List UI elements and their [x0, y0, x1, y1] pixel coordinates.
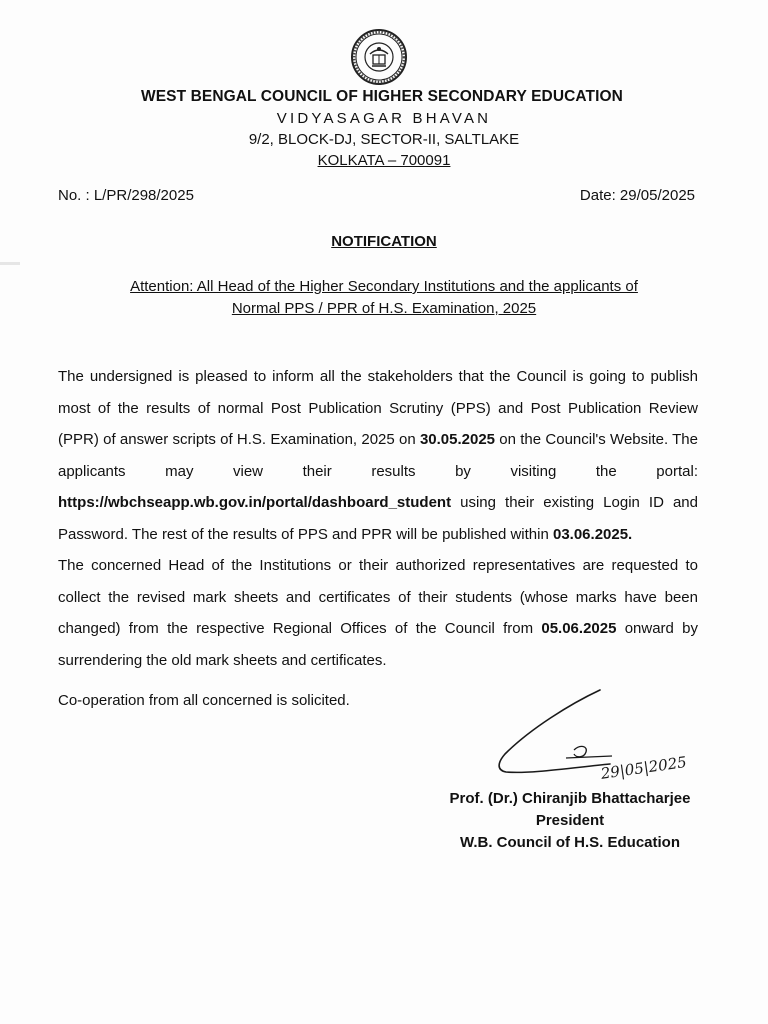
city-text: KOLKATA – 700091 — [317, 152, 451, 169]
address-line: 9/2, BLOCK-DJ, SECTOR-II, SALTLAKE — [248, 131, 520, 148]
signer-designation: President — [535, 812, 605, 829]
council-name: WEST BENGAL COUNCIL OF HIGHER SECONDARY EDUCATION — [141, 88, 623, 105]
bhavan-name: VIDYASAGAR BHAVAN — [276, 110, 492, 127]
p2-collect-date: 05.06.2025 — [541, 620, 617, 637]
signer-organization: W.B. Council of H.S. Education — [460, 834, 680, 851]
p1-publish-date: 30.05.2025 — [419, 431, 496, 448]
handwritten-signature — [490, 684, 730, 784]
p1-text-c: using their existing Login ID and Password. The rest of the results of PPS and PPR will be published within — [58, 494, 698, 543]
p1-final-date: 03.06.2025. — [552, 525, 633, 543]
reference-number: No. : L/PR/298/2025 — [58, 187, 194, 204]
issue-date: Date: 29/05/2025 — [579, 187, 695, 204]
attention-block — [0, 276, 768, 320]
attention-line-1: Attention: All Head of the Higher Secondary Institutions and the applicants of — [130, 278, 638, 295]
p2-text-a: The concerned Head of the Institutions or their authorized representatives are requested to collect the revised mark sheets and certificates of their students (whose marks have been changed) from the respective Regional Offices of the Council from — [58, 557, 698, 637]
paragraph-results — [58, 361, 698, 550]
portal-url: https://wbchseapp.wb.gov.in/portal/dashboard_student — [58, 494, 452, 511]
paragraph-marksheets — [58, 550, 698, 676]
p2-text-b: onward by surrendering the old mark sheets and certificates. — [58, 620, 698, 669]
scan-artifact — [0, 262, 20, 265]
city-line — [0, 152, 768, 169]
handwritten-date: 29|05|2025 — [599, 752, 688, 783]
council-emblem-icon — [350, 28, 408, 86]
paragraph-cooperation: Co-operation from all concerned is solicited. — [58, 692, 350, 709]
signer-name: Prof. (Dr.) Chiranjib Bhattacharjee — [449, 790, 691, 807]
notification-title-text: NOTIFICATION — [331, 233, 437, 250]
attention-line-2: Normal PPS / PPR of H.S. Examination, 2025 — [231, 300, 537, 317]
p1-text-b: on the Council's Website. The applicants may view their results by visiting the portal: — [58, 431, 698, 480]
notification-title — [0, 233, 768, 250]
p1-text-a: The undersigned is pleased to inform all the stakeholders that the Council is going to publish most of the results of normal Post Publication Scrutiny (PPS) and Post Publication Review (PPR) of answer scripts of H.S. Examination, 2025 on — [58, 368, 698, 448]
